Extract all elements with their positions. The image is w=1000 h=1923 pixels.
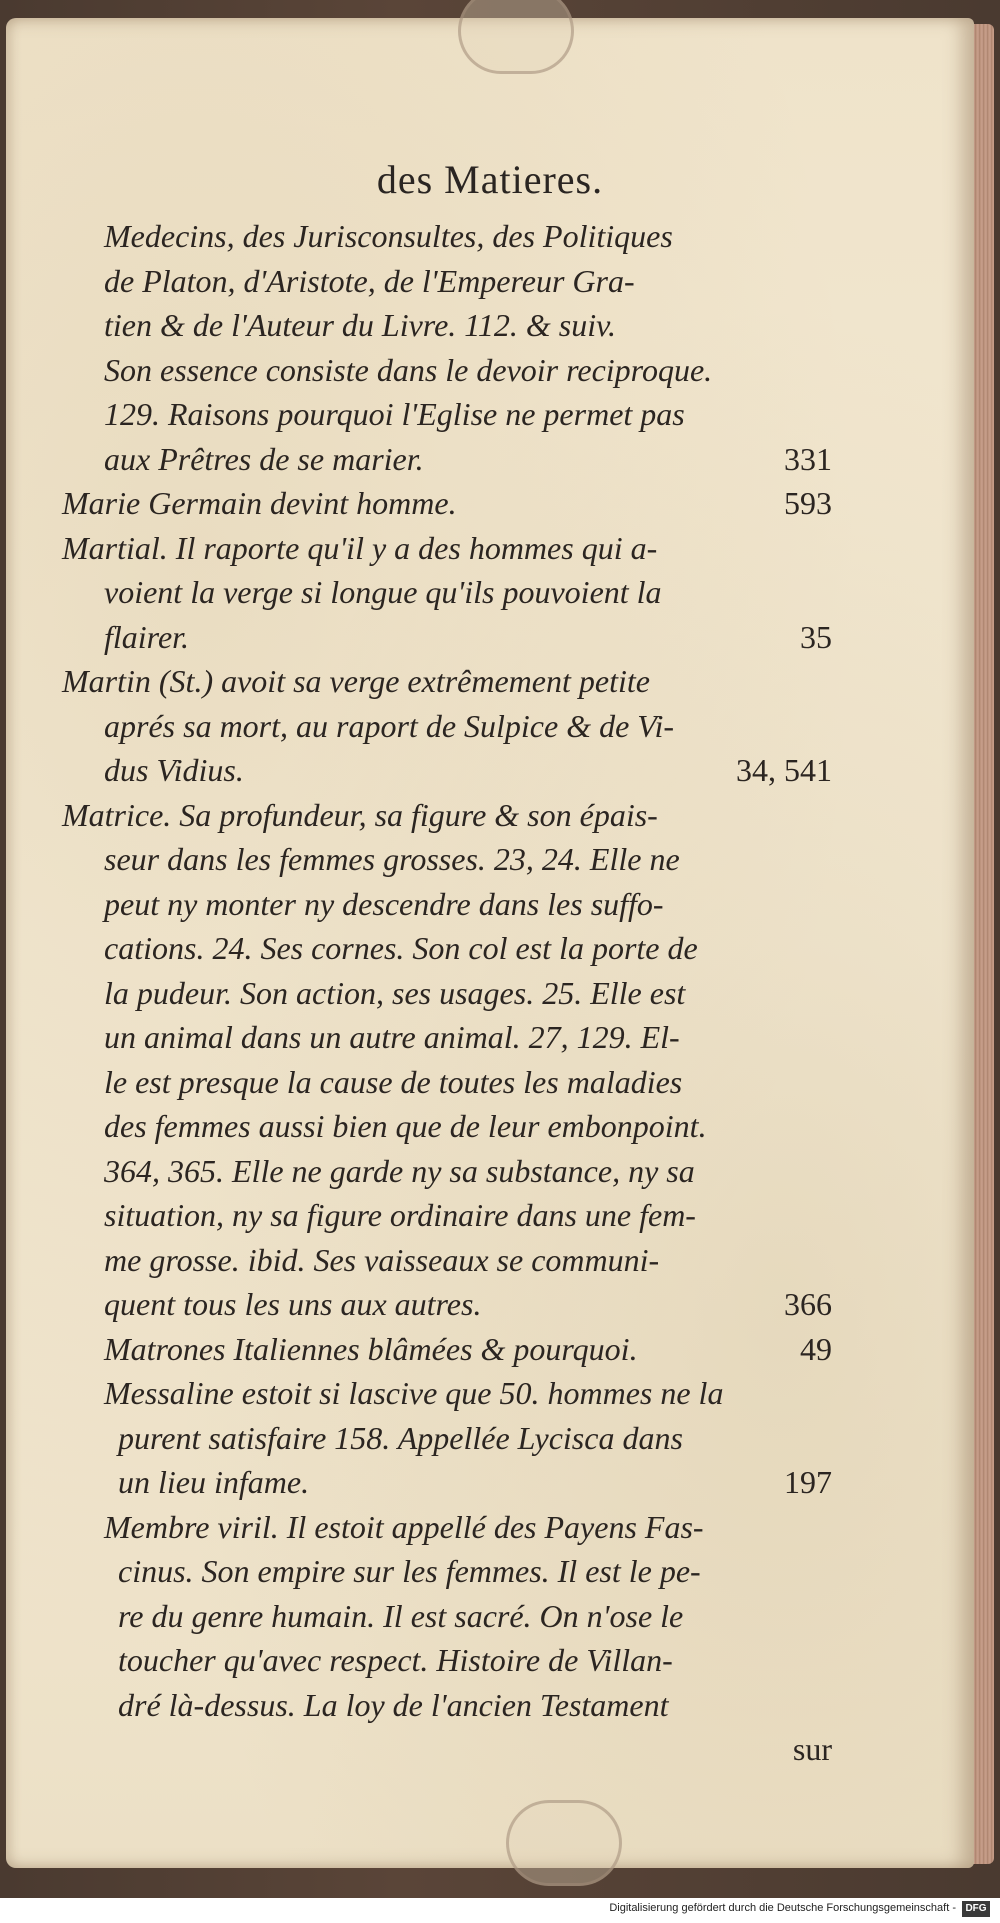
page-reference: 35 bbox=[800, 618, 832, 655]
entry-text: des femmes aussi bien que de leur embonpoint. bbox=[104, 1108, 707, 1144]
entry-text: situation, ny sa figure ordinaire dans une fem- bbox=[104, 1197, 696, 1233]
index-line bbox=[62, 1327, 832, 1372]
index-line bbox=[62, 1638, 832, 1683]
entry-text: un animal dans un autre animal. 27, 129. El- bbox=[104, 1019, 680, 1055]
index-line bbox=[62, 971, 832, 1016]
index-line bbox=[62, 659, 832, 704]
index-line bbox=[62, 1549, 832, 1594]
index-line bbox=[62, 526, 832, 571]
page-reference: 331 bbox=[784, 440, 832, 477]
page-reference: 49 bbox=[800, 1330, 832, 1367]
index-line bbox=[62, 1416, 832, 1461]
entry-text: Matrice. Sa profundeur, sa figure & son épais- bbox=[62, 796, 658, 833]
index-entries bbox=[62, 214, 832, 1772]
entry-text: seur dans les femmes grosses. 23, 24. Elle ne bbox=[104, 841, 680, 877]
entry-text: le est presque la cause de toutes les maladies bbox=[104, 1063, 683, 1100]
index-line bbox=[62, 704, 832, 749]
index-line bbox=[62, 837, 832, 882]
index-line bbox=[62, 1460, 832, 1505]
index-line bbox=[62, 259, 832, 304]
index-line bbox=[62, 1193, 832, 1238]
entry-text: Medecins, des Jurisconsultes, des Politiques bbox=[104, 218, 673, 254]
entry-text: 364, 365. Elle ne garde ny sa substance, ny sa bbox=[104, 1152, 695, 1189]
entry-text: voient la verge si longue qu'ils pouvoient la bbox=[104, 574, 662, 610]
dfg-logo-icon: DFG bbox=[962, 1901, 990, 1917]
entry-text: me grosse. ibid. Ses vaisseaux se communi- bbox=[104, 1241, 660, 1278]
clip-bottom-icon bbox=[506, 1800, 622, 1886]
entry-text: aprés sa mort, au raport de Sulpice & de Vi- bbox=[104, 707, 675, 744]
index-line bbox=[62, 481, 832, 526]
page-reference: sur bbox=[792, 1731, 832, 1767]
index-line bbox=[62, 348, 832, 393]
index-line bbox=[62, 882, 832, 927]
entry-text: quent tous les uns aux autres. bbox=[104, 1286, 482, 1322]
index-line bbox=[62, 1104, 832, 1149]
page-reference: 34, 541 bbox=[736, 752, 832, 788]
clip-top-icon bbox=[458, 0, 574, 74]
entry-text: Martin (St.) avoit sa verge extrêmement petite bbox=[62, 663, 650, 699]
index-line bbox=[62, 1149, 832, 1194]
entry-text: Son essence consiste dans le devoir reciproque. bbox=[104, 351, 713, 388]
entry-text: Matrones Italiennes blâmées & pourquoi. bbox=[104, 1330, 638, 1367]
index-line bbox=[62, 793, 832, 838]
page-header: des Matieres. bbox=[376, 157, 604, 202]
index-line bbox=[62, 437, 832, 482]
entry-text: tien & de l'Auteur du Livre. 112. & suiv. bbox=[104, 307, 616, 343]
index-line bbox=[62, 1060, 832, 1105]
entry-text: toucher qu'avec respect. Histoire de Villan- bbox=[118, 1642, 673, 1678]
entry-text: dus Vidius. bbox=[104, 752, 244, 788]
book-page bbox=[6, 18, 974, 1868]
index-line bbox=[62, 1505, 832, 1550]
entry-text: purent satisfaire 158. Appellée Lycisca dans bbox=[118, 1419, 683, 1456]
footer-credit: Digitalisierung gefördert durch die Deutsche Forschungsgemeinschaft - bbox=[609, 1902, 956, 1914]
entry-text: 129. Raisons pourquoi l'Eglise ne permet pas bbox=[104, 396, 685, 432]
index-line bbox=[62, 1238, 832, 1283]
entry-text: de Platon, d'Aristote, de l'Empereur Gra- bbox=[104, 262, 635, 299]
entry-text: cinus. Son empire sur les femmes. Il est le pe- bbox=[118, 1553, 701, 1589]
page-reference: 366 bbox=[784, 1286, 832, 1322]
index-line bbox=[62, 1371, 832, 1416]
entry-text: Marie Germain devint homme. bbox=[62, 485, 457, 521]
index-line bbox=[62, 214, 832, 259]
index-line bbox=[62, 303, 832, 348]
index-line bbox=[62, 1727, 832, 1772]
index-line bbox=[62, 1282, 832, 1327]
entry-text: re du genre humain. Il est sacré. On n'ose le bbox=[118, 1597, 684, 1634]
entry-text: Messaline estoit si lascive que 50. hommes ne la bbox=[104, 1375, 724, 1411]
entry-text: la pudeur. Son action, ses usages. 25. Elle est bbox=[104, 974, 686, 1011]
index-line bbox=[62, 392, 832, 437]
entry-text: Membre viril. Il estoit appellé des Payens Fas- bbox=[104, 1508, 704, 1545]
entry-text: aux Prêtres de se marier. bbox=[104, 440, 424, 477]
index-line bbox=[62, 1594, 832, 1639]
footer-bar bbox=[0, 1898, 1000, 1923]
entry-text: Martial. Il raporte qu'il y a des hommes qui a- bbox=[62, 529, 658, 566]
index-line bbox=[62, 570, 832, 615]
index-line bbox=[62, 615, 832, 660]
index-line bbox=[62, 1015, 832, 1060]
page-edge bbox=[972, 24, 994, 1864]
entry-text: peut ny monter ny descendre dans les suffo- bbox=[104, 885, 664, 922]
index-line bbox=[62, 748, 832, 793]
page-reference: 197 bbox=[784, 1464, 832, 1500]
index-line bbox=[62, 926, 832, 971]
entry-text: un lieu infame. bbox=[118, 1464, 310, 1500]
index-line bbox=[62, 1683, 832, 1728]
entry-text: dré là-dessus. La loy de l'ancien Testament bbox=[118, 1686, 669, 1723]
entry-text: cations. 24. Ses cornes. Son col est la porte de bbox=[104, 930, 698, 966]
page-reference: 593 bbox=[784, 485, 832, 521]
entry-text: flairer. bbox=[104, 618, 190, 655]
